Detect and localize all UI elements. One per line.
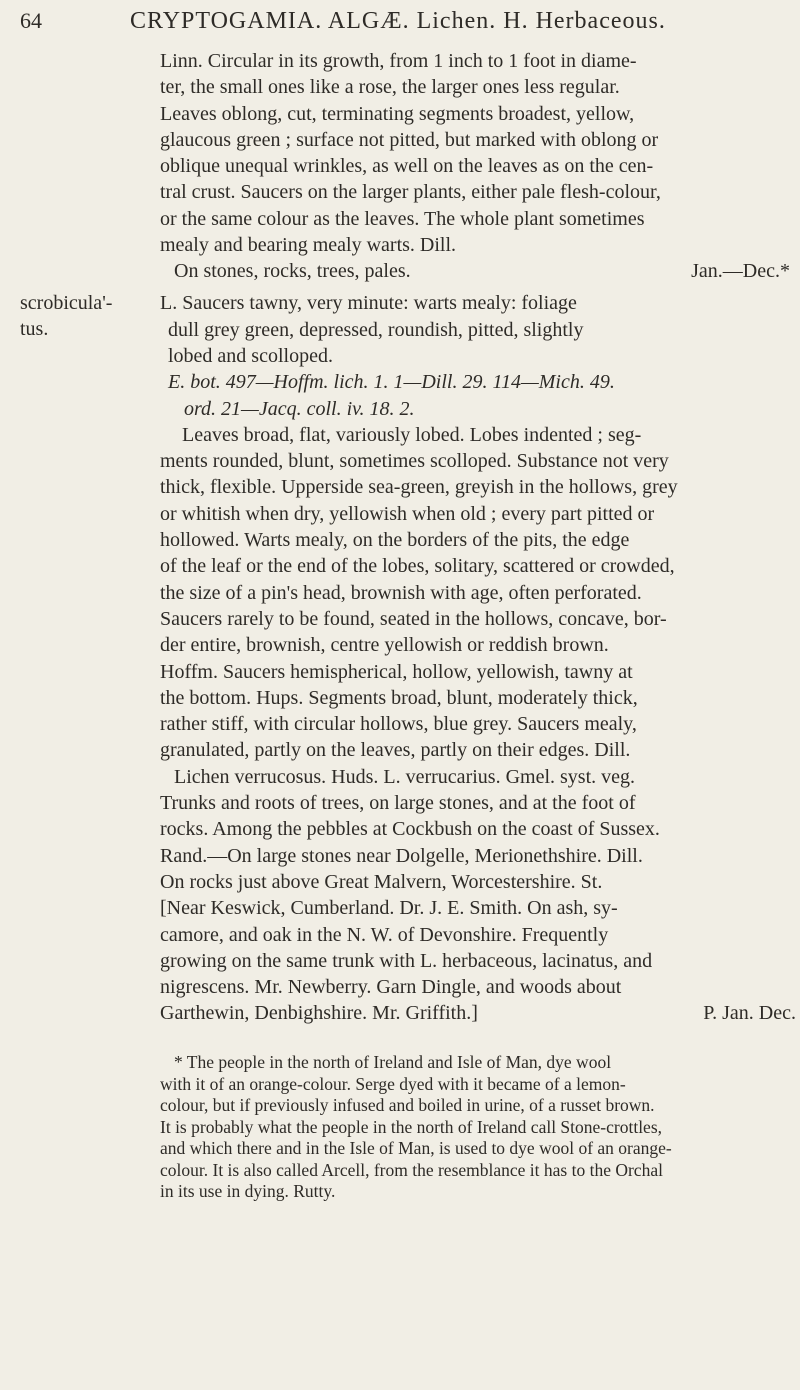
season-text: P. Jan. Dec. <box>703 1002 796 1025</box>
text-line: dull grey green, depressed, roundish, pitted, slightly <box>168 318 584 341</box>
text-line: the bottom. Hups. Segments broad, blunt, moderately thick, <box>160 686 638 709</box>
text-line: Lichen verrucosus. Huds. L. verrucarius. Gmel. syst. veg. <box>174 765 635 788</box>
text-line: lobed and scolloped. <box>168 344 333 367</box>
text-line: hollowed. Warts mealy, on the borders of the pits, the edge <box>160 529 630 552</box>
locality-last-row <box>160 1000 796 1026</box>
text-line: oblique unequal wrinkles, as well on the leaves as on the cen- <box>160 155 654 178</box>
footnote-line: with it of an orange-colour. Serge dyed with it became of a lemon- <box>160 1073 626 1094</box>
text-line: ter, the small ones like a rose, the larger ones less regular. <box>160 76 620 99</box>
text-line: rocks. Among the pebbles at Cockbush on the coast of Sussex. <box>160 818 660 841</box>
text-line: Hoffm. Saucers hemispherical, hollow, yellowish, tawny at <box>160 660 633 683</box>
text-line: mealy and bearing mealy warts. Dill. <box>160 234 457 257</box>
text-line: camore, and oak in the N. W. of Devonshire. Frequently <box>160 923 609 946</box>
margin-label-line: scrobicula'- <box>20 292 113 315</box>
page-header <box>20 8 790 44</box>
season-text: Jan.—Dec.* <box>691 260 790 283</box>
text-line: Rand.—On large stones near Dolgelle, Merionethshire. Dill. <box>160 844 643 867</box>
page-body <box>20 48 796 1203</box>
footnote-line: in its use in dying. Rutty. <box>160 1181 336 1202</box>
text-line: glaucous green ; surface not pitted, but marked with oblong or <box>160 128 659 151</box>
footnote-line: It is probably what the people in the north of Ireland call Stone-crottles, <box>160 1116 663 1137</box>
text-line: Trunks and roots of trees, on large stones, and at the foot of <box>160 792 636 815</box>
reference-line: E. bot. 497—Hoffm. lich. 1. 1—Dill. 29. 114—Mich. 49. <box>168 371 615 394</box>
text-line: ments rounded, blunt, sometimes scolloped. Substance not very <box>160 450 669 473</box>
text-line: Linn. Circular in its growth, from 1 inch to 1 foot in diame- <box>160 50 637 72</box>
text-line: Leaves oblong, cut, terminating segments broadest, yellow, <box>160 102 635 125</box>
text-line: nigrescens. Mr. Newberry. Garn Dingle, and woods about <box>160 976 622 999</box>
margin-label-line: tus. <box>20 318 49 341</box>
text-line: On rocks just above Great Malvern, Worcestershire. St. <box>160 870 603 893</box>
entry-scrobiculatus <box>20 290 796 1026</box>
habitat-row <box>160 258 790 284</box>
text-line: or whitish when dry, yellowish when old ; every part pitted or <box>160 502 655 525</box>
footnote-line: and which there and in the Isle of Man, is used to dye wool of an orange- <box>160 1138 672 1159</box>
text-line: the size of a pin's head, brownish with age, often perforated. <box>160 581 642 604</box>
text-line: rather stiff, with circular hollows, blue grey. Saucers mealy, <box>160 713 637 736</box>
species-margin-label <box>20 290 112 342</box>
habitat-text: On stones, rocks, trees, pales. <box>174 260 411 283</box>
footnote-line: colour. It is also called Arcell, from the resemblance it has to the Orchal <box>160 1159 663 1180</box>
footnote <box>160 1052 790 1203</box>
footnote-line: * The people in the north of Ireland and Isle of Man, dye wool <box>174 1052 612 1073</box>
text-line: der entire, brownish, centre yellowish or reddish brown. <box>160 634 609 657</box>
reference-line: ord. 21—Jacq. coll. iv. 18. 2. <box>184 397 415 420</box>
footnote-line: colour, but if previously infused and boiled in urine, of a russet brown. <box>160 1095 655 1116</box>
page-number: 64 <box>20 8 42 33</box>
text-line: granulated, partly on the leaves, partly on their edges. Dill. <box>160 739 631 762</box>
running-title: CRYPTOGAMIA. ALGÆ. Lichen. H. Herbaceous. <box>130 8 666 34</box>
text-line: [Near Keswick, Cumberland. Dr. J. E. Smith. On ash, sy- <box>160 897 618 920</box>
entry-text <box>160 290 796 1026</box>
text-line: thick, flexible. Upperside sea-green, greyish in the hollows, grey <box>160 476 678 499</box>
text-line: Leaves broad, flat, variously lobed. Lobes indented ; seg- <box>182 423 642 446</box>
text-line: Saucers rarely to be found, seated in the hollows, concave, bor- <box>160 607 667 630</box>
text-line: tral crust. Saucers on the larger plants, either pale flesh-colour, <box>160 181 661 204</box>
entry-herbaceous <box>160 48 790 284</box>
text-line: L. Saucers tawny, very minute: warts mealy: foliage <box>160 292 577 315</box>
text-line: Garthewin, Denbighshire. Mr. Griffith.] <box>160 1002 478 1025</box>
text-line: or the same colour as the leaves. The whole plant sometimes <box>160 207 645 230</box>
text-line: of the leaf or the end of the lobes, solitary, scattered or crowded, <box>160 555 675 578</box>
text-line: growing on the same trunk with L. herbaceous, lacinatus, and <box>160 949 653 972</box>
